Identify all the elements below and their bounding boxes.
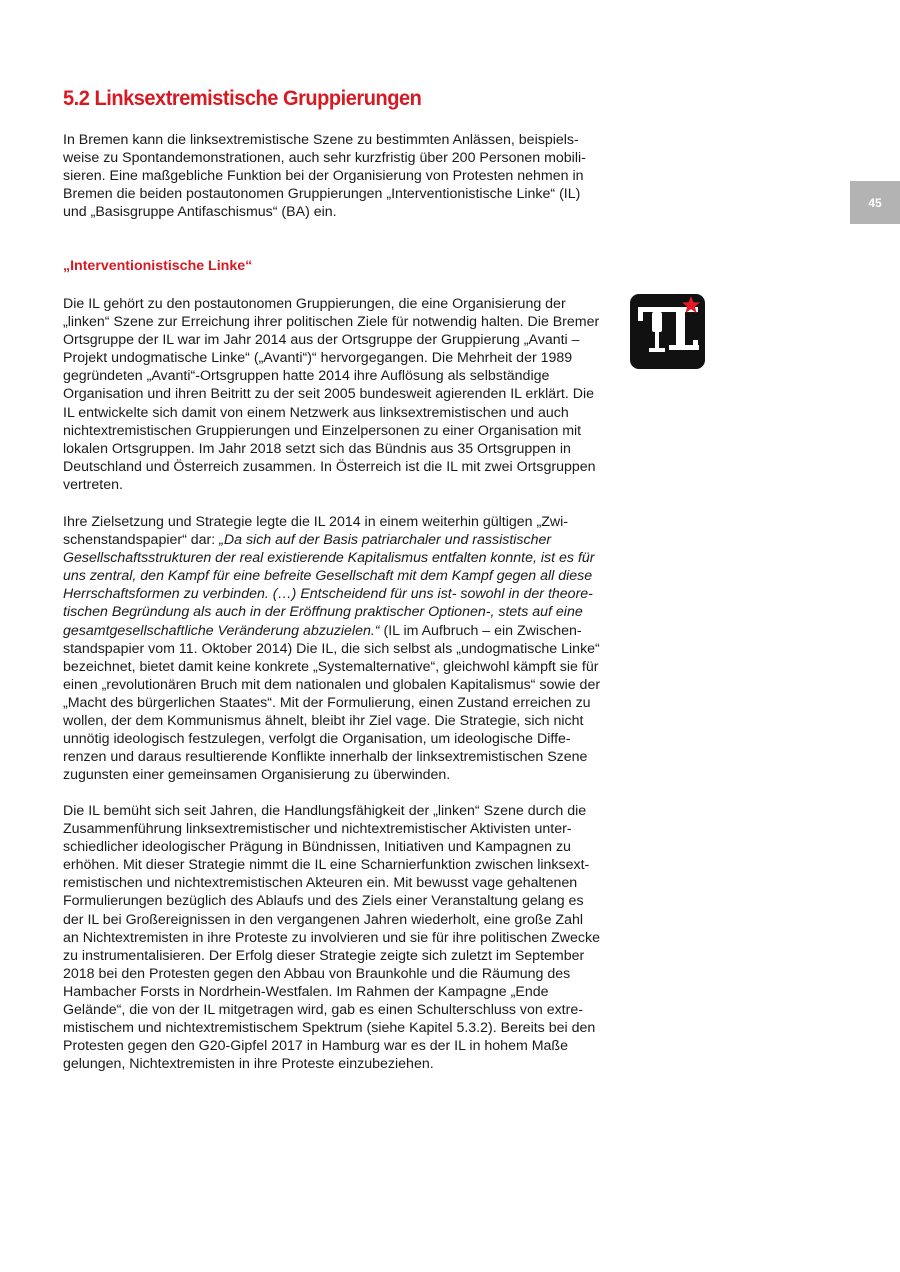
text-line: Bremen die beiden postautonomen Gruppierungen „Interventionistische Linke“ (IL) <box>63 186 581 203</box>
text-line: lokalen Ortsgruppen. Im Jahr 2018 setzt sich das Bündnis aus 35 Ortsgruppen in <box>63 440 571 457</box>
text-line: Zusammenführung linksextremistischer und nichtextremistischer Aktivisten unter- <box>63 821 572 838</box>
quote-line: uns zentral, den Kampf für eine befreite Gesellschaft mit dem Kampf gegen all diese <box>63 568 593 585</box>
text-line: weise zu Spontandemonstrationen, auch sehr kurzfristig über 200 Personen mobili- <box>63 150 586 167</box>
text-line: 2018 bei den Protesten gegen den Abbau von Braunkohle und die Räumung des <box>63 965 571 982</box>
text-line: Deutschland und Österreich zusammen. In Österreich ist die IL mit zwei Ortsgruppen <box>63 458 596 475</box>
text-line: wollen, der dem Kommunismus ähnelt, bleibt ihr Ziel vage. Die Strategie, sich nicht <box>63 713 584 730</box>
text-segment: schenstandspapier“ dar: <box>63 532 220 549</box>
text-line: Formulierungen bezüglich des Ablaufs und des Ziels einer Veranstaltung gelang es <box>63 893 584 910</box>
section-title: 5.2 Linksextremistische Gruppierungen <box>63 86 422 110</box>
text-line: Ortsgruppe der IL war im Jahr 2014 aus der Ortsgruppe der Gruppierung „Avanti – <box>63 332 580 349</box>
text-line: Ihre Zielsetzung und Strategie legte die IL 2014 in einem weiterhin gültigen „Zwi- <box>63 514 568 530</box>
quote-segment: gesamtgesellschaftliche Veränderung abzuzielen.“ <box>63 622 380 639</box>
page-number: 45 <box>868 195 882 210</box>
text-line <box>63 531 623 549</box>
quote-segment: „Da sich auf der Basis patriarchaler und rassistischer <box>219 532 552 549</box>
text-line: an Nichtextremisten in ihre Proteste zu involvieren und sie für ihre politischen Zwecke <box>63 929 601 946</box>
text-line: gelungen, Nichtextremisten in ihre Proteste einzubeziehen. <box>63 1056 434 1073</box>
text-line: Die IL gehört zu den postautonomen Gruppierungen, die eine Organisierung der <box>63 296 566 312</box>
quote-line: tischen Begründung als auch in der Eröffnung praktischer Optionen-, stets auf eine <box>63 604 583 621</box>
subsection-title: „Interventionistische Linke“ <box>63 258 253 274</box>
text-line: standspapier vom 11. Oktober 2014) Die IL, die sich selbst als „undogmatische Linke“ <box>63 640 600 657</box>
text-line: „Macht des bürgerlichen Staates“. Mit der Formulierung, einen Zustand erreichen zu <box>63 694 591 711</box>
text-line: mistischem und nichtextremistischem Spektrum (siehe Kapitel 5.3.2). Bereits bei den <box>63 1020 596 1037</box>
text-line: In Bremen kann die linksextremistische Szene zu bestimmten Anlässen, beispiels- <box>63 132 579 148</box>
text-line: zu instrumentalisieren. Der Erfolg dieser Strategie zeigte sich zuletzt im September <box>63 947 585 964</box>
intro-paragraph <box>63 131 623 221</box>
text-line: unnötig ideologisch festzulegen, verfolgt die Organisation, um ideologische Diffe- <box>63 731 571 748</box>
text-line: nichtextremistischen Gruppierungen und Einzelpersonen zu einer Organisation mit <box>63 422 582 439</box>
text-line: gegründeten „Avanti“-Ortsgruppen hatte 2014 ihre Auflösung als selbständige <box>63 368 550 385</box>
text-line: Projekt undogmatische Linke“ („Avanti“)“ hervorgegangen. Die Mehrheit der 1989 <box>63 350 573 367</box>
text-line: vertreten. <box>63 476 123 493</box>
text-line: Organisation und ihren Beitritt zu der seit 2005 bundesweit agierenden IL erklärt. Die <box>63 386 595 403</box>
text-line: schiedlicher ideologischer Prägung in Bündnissen, Initiativen und Kampagnen zu <box>63 839 571 856</box>
text-segment: (IL im Aufbruch – ein Zwischen- <box>379 622 582 639</box>
text-line: „linken“ Szene zur Erreichung ihrer politischen Ziele für notwendig halten. Die Bremer <box>63 314 600 331</box>
text-line: Hambacher Forsts in Nordrhein-Westfalen. Im Rahmen der Kampagne „Ende <box>63 983 549 1000</box>
text-line: Protesten gegen den G20-Gipfel 2017 in Hamburg war es der IL in hohem Maße <box>63 1038 568 1055</box>
quote-line: Herrschaftsformen zu verbinden. (…) Entscheidend für uns ist- sowohl in der theore- <box>63 586 593 603</box>
text-line: zugunsten einer gemeinsamen Organisierung zu überwinden. <box>63 767 451 784</box>
text-line: remistischen und nichtextremistischen Akteuren ein. Mit bewusst vage gehaltenen <box>63 875 578 892</box>
text-line: der IL bei Großereignissen in den vergangenen Jahren wiederholt, eine große Zahl <box>63 911 583 928</box>
page-number-tab <box>850 181 900 224</box>
text-line <box>63 622 623 640</box>
text-line: Die IL bemüht sich seit Jahren, die Handlungsfähigkeit der „linken“ Szene durch die <box>63 803 587 819</box>
paragraph-alliances <box>63 802 623 1073</box>
paragraph-strategy <box>63 513 623 784</box>
il-logo-icon <box>629 293 706 370</box>
text-line: einen „revolutionären Bruch mit dem nationalen und globalen Kapitalismus“ sowie der <box>63 676 601 693</box>
paragraph-il-intro <box>63 295 623 494</box>
text-line: IL entwickelte sich damit von einem Netzwerk aus linksextremistischen und auch <box>63 404 569 421</box>
text-line: bezeichnet, bietet damit keine konkrete „Systemalternative“, gleichwohl kämpft sie für <box>63 658 599 675</box>
text-line: renzen und daraus resultierende Konflikte innerhalb der linksextremistischen Szene <box>63 749 588 766</box>
text-line: Gelände“, die von der IL mitgetragen wird, gab es einen Schulterschluss von extre- <box>63 1002 583 1019</box>
text-line: sieren. Eine maßgebliche Funktion bei der Organisierung von Protesten nehmen in <box>63 168 584 185</box>
quote-line: Gesellschaftsstrukturen der real existierende Kapitalismus entfalten konnte, ist es für <box>63 550 595 567</box>
text-line: und „Basisgruppe Antifaschismus“ (BA) ein. <box>63 204 337 221</box>
text-line: erhöhen. Mit dieser Strategie nimmt die IL eine Scharnierfunktion zwischen linksext- <box>63 857 590 874</box>
